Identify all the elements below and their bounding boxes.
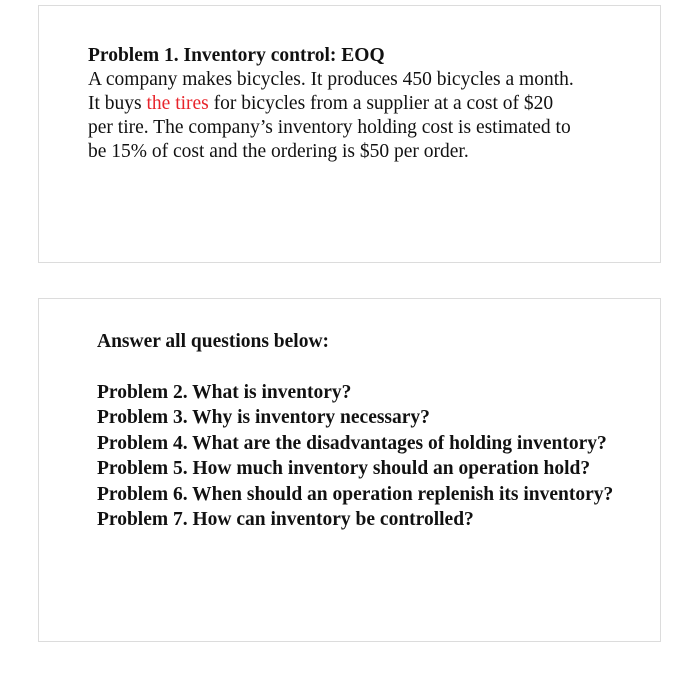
- problem-1-line-2-end: for bicycles from a supplier at a cost of $20: [208, 93, 554, 114]
- problem-1-line-3: per tire. The company’s inventory holding cost is estimated to: [88, 117, 571, 138]
- problem-1-block: [88, 44, 648, 164]
- highlighted-text-tires: the tires: [146, 93, 209, 114]
- question-item: Problem 4. What are the disadvantages of holding inventory?: [97, 432, 607, 454]
- problem-1-line-2-start: It buys: [88, 93, 147, 114]
- problem-1-line-2: [88, 92, 648, 116]
- questions-heading: Answer all questions below:: [97, 331, 330, 352]
- questions-block: [97, 329, 637, 533]
- questions-card: [38, 298, 661, 642]
- problem-1-title: Problem 1. Inventory control: EOQ: [88, 45, 385, 66]
- problem-1-line-1: A company makes bicycles. It produces 450 bicycles a month.: [88, 69, 574, 90]
- question-item: Problem 2. What is inventory?: [97, 381, 352, 403]
- problem-1-line-4: be 15% of cost and the ordering is $50 per order.: [88, 141, 469, 162]
- problem-1-card: [38, 5, 661, 263]
- question-item: Problem 5. How much inventory should an operation hold?: [97, 458, 591, 479]
- question-item: Problem 7. How can inventory be controlled?: [97, 509, 474, 530]
- question-item: Problem 3. Why is inventory necessary?: [97, 407, 430, 428]
- question-item: Problem 6. When should an operation replenish its inventory?: [97, 483, 614, 505]
